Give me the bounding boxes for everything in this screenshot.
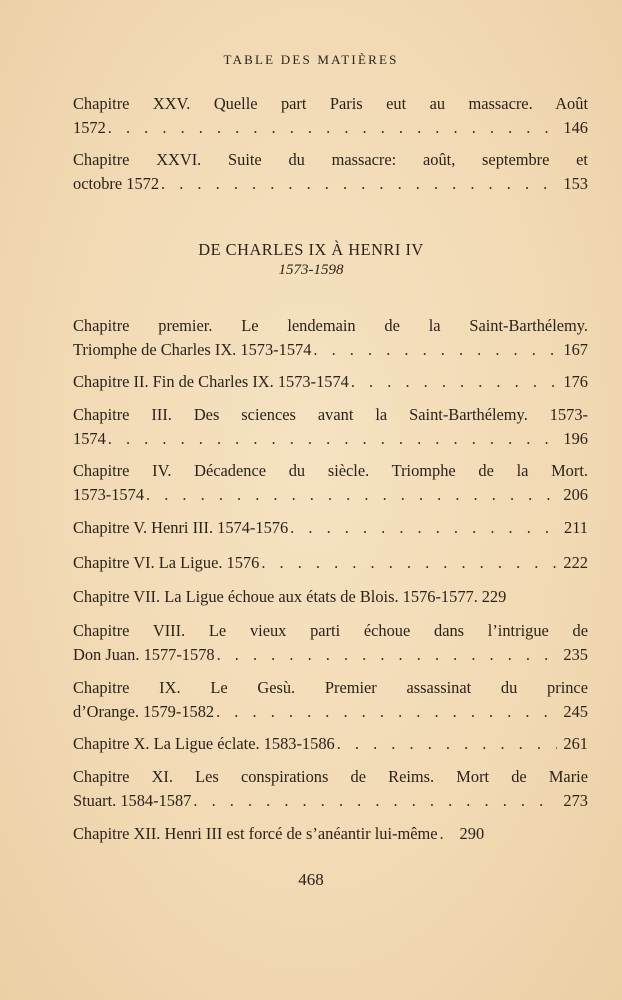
toc-entry [73, 551, 588, 575]
toc-entry-line: d’Orange. 1579-1582 [73, 701, 215, 721]
toc-entry-line: Stuart. 1584-1587 [73, 790, 192, 810]
toc-entry-line: octobre 1572 [73, 173, 160, 193]
page-number: 206 [563, 484, 588, 504]
toc-entry [73, 619, 588, 666]
toc-entry [73, 822, 588, 846]
dot-leader [313, 338, 557, 362]
toc-entry-line: Chapitre premier. Le lendemain de la Saint-Barthélemy. [73, 316, 588, 335]
toc-entry [73, 148, 588, 195]
toc-entry-line: 1572 [73, 117, 106, 137]
toc-entry-line: Chapitre VII. La Ligue échoue aux états de Blois. 1576-1577 [73, 587, 474, 606]
toc-entry-line: 1574 [73, 428, 106, 448]
dot-leader [108, 116, 558, 140]
toc-entry [73, 92, 588, 139]
toc-entry [73, 370, 588, 394]
toc-entry [73, 459, 588, 506]
page-number: 196 [563, 428, 588, 448]
dot-leader [351, 370, 558, 394]
section-dates: 1573-1598 [278, 262, 344, 278]
toc-entry-line: Chapitre XII. Henri III est forcé de s’anéantir lui-même [73, 824, 438, 843]
toc-entry-line: Don Juan. 1577-1578 [73, 644, 215, 664]
toc-entry-line: Chapitre VI. La Ligue. 1576 [73, 553, 260, 572]
dot-leader [161, 172, 557, 196]
dot-leader [193, 789, 557, 813]
page-number: 261 [563, 734, 588, 753]
toc-entry-line: Chapitre V. Henri III. 1574-1576 [73, 518, 289, 537]
dot-leader [217, 643, 558, 667]
page-number: 176 [563, 372, 588, 391]
dot-leader [440, 822, 454, 846]
toc-entry [73, 676, 588, 723]
toc-entry-line: Chapitre IV. Décadence du siècle. Triomphe de la Mort. [73, 461, 588, 480]
dot-leader [261, 551, 557, 575]
toc-entry [73, 732, 588, 756]
toc-entry-line: Chapitre XXVI. Suite du massacre: août, septembre et [73, 150, 588, 169]
toc-entry-line: 1573-1574 [73, 484, 145, 504]
page-number: 153 [563, 173, 588, 193]
toc-entry [73, 403, 588, 450]
dot-leader [108, 427, 558, 451]
section-title: DE CHARLES IX À HENRI IV [198, 240, 424, 259]
toc-entry-line: Chapitre XXV. Quelle part Paris eut au massacre. Août [73, 94, 588, 113]
page-number: 273 [563, 790, 588, 810]
toc-entry-line: Chapitre III. Des sciences avant la Saint-Barthélemy. 1573- [73, 405, 588, 424]
toc-entry [73, 585, 588, 609]
toc-entry-line: Chapitre X. La Ligue éclate. 1583-1586 [73, 734, 335, 753]
running-head: TABLE DES MATIÈRES [223, 52, 399, 67]
page-number: 229 [481, 587, 507, 606]
page-number: 211 [564, 518, 588, 537]
page-number: 167 [563, 339, 588, 359]
dot-leader [216, 700, 557, 724]
toc-entry [73, 516, 588, 540]
toc-entry [73, 314, 588, 361]
page-number: 222 [563, 553, 588, 572]
toc-entry-line: Chapitre XI. Les conspirations de Reims. Mort de Marie [73, 767, 588, 786]
page-number: 245 [563, 701, 588, 721]
toc-entry-line: Chapitre II. Fin de Charles IX. 1573-1574 [73, 372, 349, 391]
page-number: 235 [563, 644, 588, 664]
toc-entry-line: Triomphe de Charles IX. 1573-1574 [73, 339, 312, 359]
dot-leader [290, 516, 558, 540]
toc-entry-line: Chapitre VIII. Le vieux parti échoue dans l’intrigue de [73, 621, 588, 640]
page-number: 146 [563, 117, 588, 137]
folio-page-number: 468 [298, 870, 324, 889]
dot-leader [146, 483, 557, 507]
toc-entry [73, 765, 588, 812]
toc-entry-line: Chapitre IX. Le Gesù. Premier assassinat du prince [73, 678, 588, 697]
dot-leader [337, 732, 558, 756]
page-number: 290 [459, 824, 485, 843]
